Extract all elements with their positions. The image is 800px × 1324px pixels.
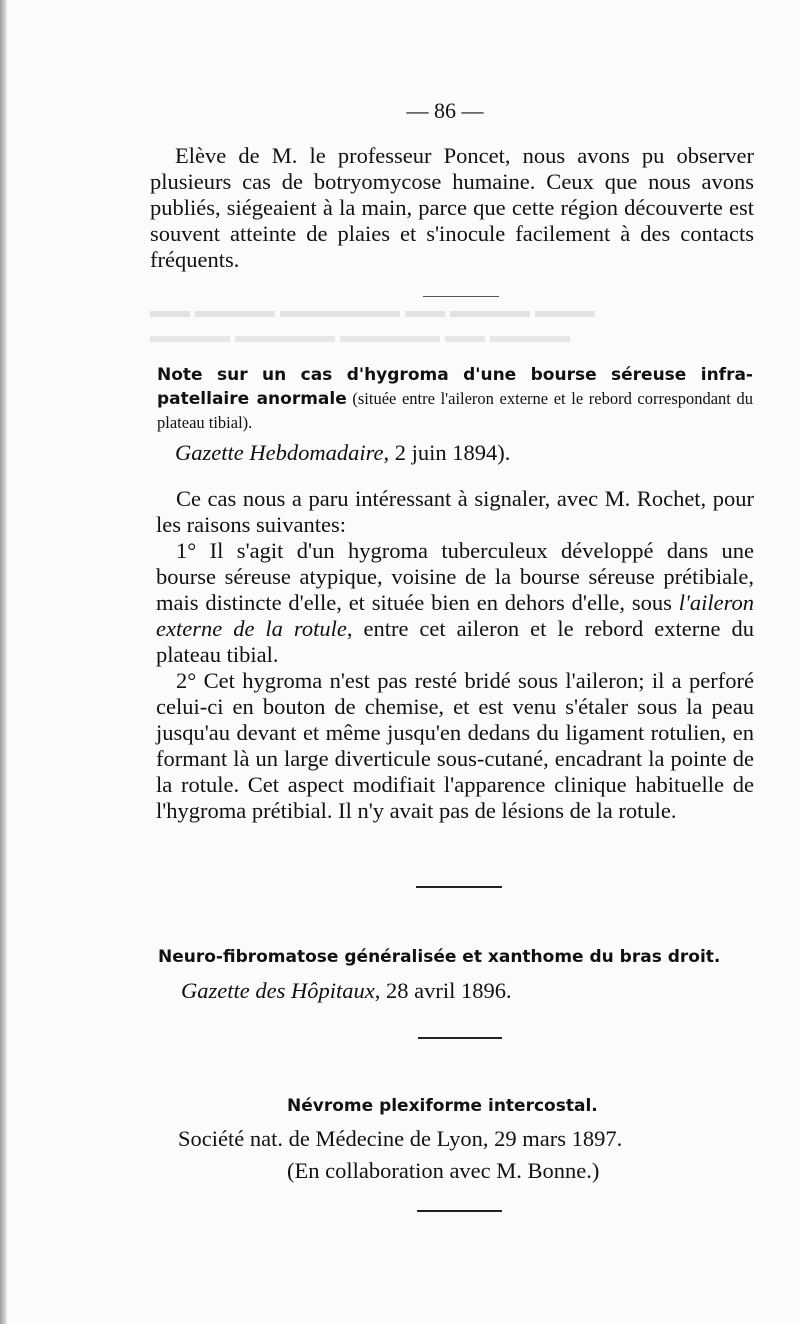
note1-title-bold: Note sur un cas d'hygroma d'une bourse séreuse infra-patellaire anormale	[157, 365, 753, 409]
page-edge-shadow	[0, 0, 7, 1324]
note2-source	[181, 978, 512, 1004]
note2-journal: Gazette des Hôpitaux	[181, 978, 375, 1003]
section-divider	[417, 1210, 502, 1212]
note3-collaboration: (En collaboration avec M. Bonne.)	[287, 1158, 600, 1183]
note1-paragraph-1: Ce cas nous a paru intéressant à signaler, avec M. Rochet, pour les raisons suivantes:	[156, 486, 754, 537]
note1-journal: Gazette Hebdomadaire	[175, 440, 384, 465]
note1-paragraph-3: 2° Cet hygroma n'est pas resté bridé sous l'aileron; il a perforé celui-ci en bouton de chemise, et est venu s'étaler sous la peau jusqu'au devant et même jusqu'en dedans du ligament rotulien, en formant là un large diverticule sous-cutané, encadrant la pointe de la rotule. Cet aspect modifiait l'apparence clinique habituelle de l'hygroma prétibial. Il n'y avait pas de lésions de la rotule.	[156, 668, 754, 823]
note1-date: , 2 juin 1894).	[383, 440, 511, 465]
note1-paragraph-2-emphasis: l'aileron externe de la rotule	[156, 590, 754, 641]
note1-title-detail: (située entre l'aileron externe et le rebord correspondant du plateau tibial).	[157, 389, 754, 432]
intro-paragraph: Elève de M. le professeur Poncet, nous avons pu observer plusieurs cas de botryomycose humaine. Ceux que nous avons publiés, siégeaient à la main, parce que cette région découverte est souvent atteinte de plaies et s'inocule facilement à des contacts fréquents.	[150, 143, 754, 272]
note1-paragraph-2-b: , entre cet aileron et le rebord externe du plateau tibial.	[156, 616, 754, 667]
note1-title	[157, 363, 753, 435]
note2-title: Neuro-fibromatose généralisée et xanthome du bras droit.	[158, 947, 721, 967]
section-divider	[418, 1037, 502, 1039]
note3-title: Névrome plexiforme intercostal.	[287, 1096, 598, 1116]
section-divider	[423, 296, 499, 297]
note1-source	[175, 440, 510, 466]
section-divider	[416, 886, 502, 888]
note3-source: Société nat. de Médecine de Lyon, 29 mars 1897.	[178, 1126, 623, 1151]
note1-paragraph-2-a: 1° Il s'agit d'un hygroma tuberculeux développé dans une bourse séreuse atypique, voisine de la bourse séreuse prétibiale, mais distincte d'elle, et située bien en dehors d'elle, sous	[156, 538, 754, 615]
bleed-through-decoration: ▬▬▬▬ ▬▬ ▬▬▬▬▬ ▬▬▬▬▬ ▬▬▬▬	[150, 325, 570, 347]
note2-date: , 28 avril 1896.	[374, 978, 512, 1003]
bleed-through-decoration: ▬▬▬ ▬▬▬▬ ▬▬ ▬▬▬▬▬▬ ▬▬▬▬ ▬▬	[150, 300, 595, 322]
page-number: — 86 —	[406, 98, 484, 123]
note1-paragraph-2	[156, 538, 754, 668]
